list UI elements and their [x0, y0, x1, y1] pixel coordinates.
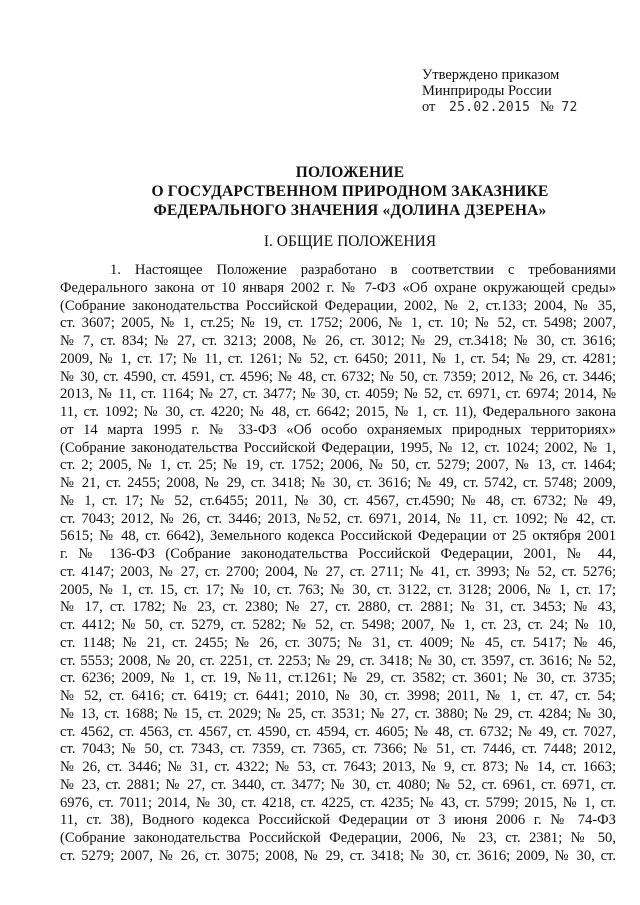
- body-line: № 13, ст. 1688; № 15, ст. 2029; № 25, ст. 3531; № 27, ст. 3880; № 29, ст. 4284; № 30,: [60, 705, 616, 722]
- body-line: № 52, ст. 6416; ст. 6419; ст. 6441; 2010, № 30, ст. 3998; 2011, № 1, ст. 47, ст. 54;: [60, 688, 616, 704]
- body-line: от 14 марта 1995 г. № 33-ФЗ «Об особо охраняемых природных территориях»: [60, 421, 616, 438]
- body-line: ст. 4412; № 50, ст. 5279, ст. 5282; № 52, ст. 5498; 2007, № 1, ст. 23, ст. 24; № 10,: [60, 617, 616, 633]
- approval-line-2: Минприроды России: [422, 83, 552, 99]
- section-heading: I. ОБЩИЕ ПОЛОЖЕНИЯ: [263, 233, 437, 250]
- body-line: ст. 5279; 2007, № 26, ст. 3075; 2008, № 29, ст. 3418; № 30, ст. 3616; 2009, № 30, ст.: [60, 847, 616, 864]
- approval-number-sign: №: [539, 99, 554, 115]
- approval-prefix: от: [422, 99, 436, 115]
- body-line: № 26, ст. 3446; № 31, ст. 4322; № 53, ст. 7643; 2013, № 9, ст. 873; № 14, ст. 1663;: [60, 759, 616, 775]
- title-line-2: О ГОСУДАРСТВЕННОМ ПРИРОДНОМ ЗАКАЗНИКЕ: [151, 183, 549, 200]
- body-line: ст. 4147; 2003, № 27, ст. 2700; 2004, № 27, ст. 2711; № 41, ст. 3993; № 52, ст. 5276;: [60, 563, 616, 580]
- body-line: № 7, ст. 834; № 27, ст. 3213; 2008, № 26, ст. 3012; № 29, ст.3418; № 30, ст. 3616;: [60, 333, 616, 349]
- approval-number: 72: [561, 100, 578, 115]
- body-line: № 30, ст. 4590, ст. 4591, ст. 4596; № 48, ст. 6732; № 50, ст. 7359; 2012, № 26, ст. 3446;: [60, 368, 616, 385]
- title-line-3: ФЕДЕРАЛЬНОГО ЗНАЧЕНИЯ «ДОЛИНА ДЗЕРЕНА»: [153, 202, 547, 219]
- body-line: Федерального закона от 10 января 2002 г. № 7-ФЗ «Об охране окружающей среды»: [60, 279, 616, 296]
- body-line: ст. 4562, ст. 4563, ст. 4567, ст. 4590, ст. 4594, ст. 4605; № 48, ст. 6732; № 49, ст. 7027,: [60, 723, 616, 740]
- body-line: (Собрание законодательства Российской Федерации, 2002, № 2, ст.133; 2004, № 35,: [60, 297, 616, 314]
- body-line: ст. 7043; № 50, ст. 7343, ст. 7359, ст. 7365, ст. 7366; № 51, ст. 7446, ст. 7448; 2012,: [60, 741, 616, 758]
- body-line: 11, ст. 38), Водного кодекса Российской Федерации от 3 июня 2006 г. № 74-ФЗ: [60, 812, 616, 829]
- body-line: № 21, ст. 2455; 2008, № 29, ст. 3418; № 30, ст. 3616; № 49, ст. 5742, ст. 5748; 2009,: [60, 475, 616, 491]
- body-line: 1. Настоящее Положение разработано в соответствии с требованиями: [110, 262, 616, 278]
- body-line: (Собрание законодательства Российской Федерации, 2006, № 23, ст. 2381; № 50,: [60, 830, 616, 846]
- body-line: (Собрание законодательства Российской Федерации, 1995, № 12, ст. 1024; 2002, № 1,: [60, 439, 616, 456]
- body-text: [60, 262, 616, 866]
- title-line-1: ПОЛОЖЕНИЕ: [295, 164, 405, 181]
- body-line: 5615; № 48, ст. 6642), Земельного кодекса Российской Федерации от 25 октября 2001: [60, 528, 616, 545]
- body-line: г. № 136-ФЗ (Собрание законодательства Российской Федерации, 2001, № 44,: [60, 546, 616, 562]
- approval-date: 25.02.2015: [449, 100, 531, 115]
- body-line: ст. 1148; № 21, ст. 2455; № 26, ст. 3075; № 31, ст. 4009; № 45, ст. 5417; № 46,: [60, 634, 616, 651]
- body-line: 11, ст. 1092; № 30, ст. 4220; № 48, ст. 6642; 2015, № 1, ст. 11), Федерального закона: [60, 404, 616, 420]
- body-line: ст. 5553; 2008, № 20, ст. 2251, ст. 2253; № 29, ст. 3418; № 30, ст. 3597, ст. 3616; № 52,: [60, 652, 616, 669]
- body-line: № 1, ст. 17; № 52, ст.6455; 2011, № 30, ст. 4567, ст.4590; № 48, ст. 6732; № 49,: [60, 492, 616, 509]
- body-line: № 17, ст. 1782; № 23, ст. 2380; № 27, ст. 2880, ст. 2881; № 31, ст. 3453; № 43,: [60, 599, 616, 616]
- approval-stamp: [422, 67, 632, 116]
- body-line: 6976, ст. 7011; 2014, № 30, ст. 4218, ст. 4225, ст. 4235; № 43, ст. 5799; 2015, № 1, ст.: [60, 794, 616, 811]
- approval-date-row: [422, 99, 632, 116]
- body-line: ст. 3607; 2005, № 1, ст.25; № 19, ст. 1752; 2006, № 1, ст. 10; № 52, ст. 5498; 2007,: [60, 315, 616, 332]
- body-line: 2005, № 1, ст. 15, ст. 17; № 10, ст. 763; № 30, ст. 3122, ст. 3128; 2006, № 1, ст. 17;: [60, 581, 616, 598]
- body-line: 2013, № 11, ст. 1164; № 27, ст. 3477; № 30, ст. 4059; № 52, ст. 6971, ст. 6974; 2014, №: [60, 386, 616, 403]
- body-line: ст. 7043; 2012, № 26, ст. 3446; 2013, №52, ст. 6971, 2014, № 11, ст. 1092; № 42, ст.: [60, 510, 616, 527]
- document-title: [60, 163, 640, 220]
- body-line: ст. 2; 2005, № 1, ст. 25; № 19, ст. 1752; 2006, № 50, ст. 5279; 2007, № 13, ст. 1464;: [60, 457, 616, 474]
- body-line: 2009, № 1, ст. 17; № 11, ст. 1261; № 52, ст. 6450; 2011, № 1, ст. 54; № 29, ст. 4281;: [60, 350, 616, 367]
- body-line: № 23, ст. 2881; № 27, ст. 3440, ст. 3477; № 30, ст. 4080; № 52, ст. 6961, ст. 6971, ст.: [60, 776, 616, 793]
- approval-line-1: Утверждено приказом: [422, 67, 560, 83]
- body-line: ст. 6236; 2009, № 1, ст. 19, №11, ст.1261; № 29, ст. 3582; ст. 3601; № 30, ст. 3735;: [60, 670, 616, 687]
